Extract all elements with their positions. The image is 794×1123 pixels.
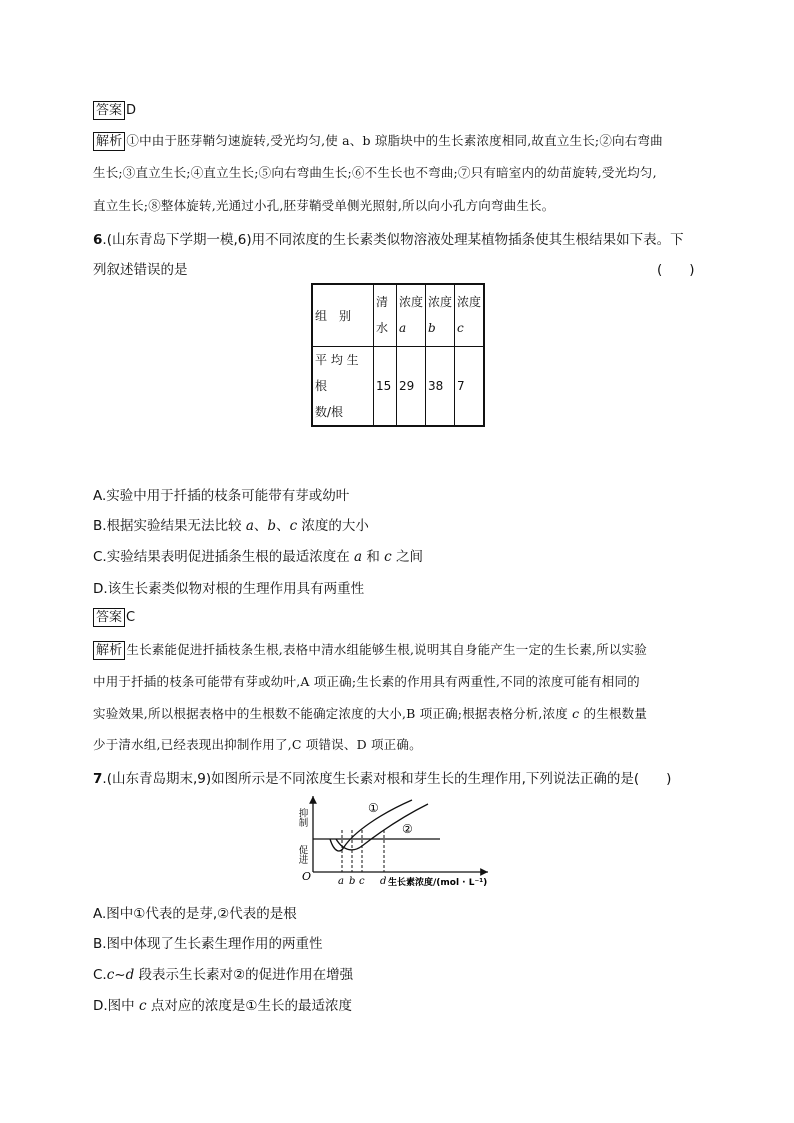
question-7-line-1: [93, 767, 671, 787]
answer-6: [93, 608, 135, 627]
answer-value: C: [126, 610, 136, 625]
auxin-graph: [280, 790, 510, 895]
question-text: 用不同浓度的生长素类似物溶液处理某植物插条使其生根结果如下表。下: [251, 232, 684, 248]
option-7-c[interactable]: C.c~d 段表示生长素对②的促进作用在增强: [93, 967, 354, 983]
answer-label: 答案: [93, 608, 125, 627]
explanation-text: ①中由于胚芽鞘匀速旋转,受光均匀,使 a、b 琼脂块中的生长素浓度相同,故直立生长;②向右弯曲: [126, 133, 663, 148]
explanation-5-line-2: 生长;③直立生长;④直立生长;⑤向右弯曲生长;⑥不生长也不弯曲;⑦只有暗室内的幼苗旋转,受光均匀,: [93, 165, 657, 180]
question-6-line-2: 列叙述错误的是: [93, 262, 188, 278]
curve-2: [336, 804, 428, 850]
option-6-d[interactable]: D.该生长素类似物对根的生理作用具有两重性: [93, 581, 365, 597]
tick-d: d: [380, 876, 387, 887]
header-conc-b: 浓度 b: [426, 284, 455, 346]
explanation-text: 生长素能促进扦插枝条生根,表格中清水组能够生根,说明其自身能产生一定的生长素,所以实验: [126, 642, 647, 657]
curve-1-label: ①: [368, 801, 379, 815]
option-7-a[interactable]: A.图中①代表的是芽,②代表的是根: [93, 906, 297, 922]
option-7-b[interactable]: B.图中体现了生长素生理作用的两重性: [93, 936, 323, 952]
header-conc-a: 浓度 a: [397, 284, 426, 346]
x-axis-label: 生长素浓度/(mol · L⁻¹): [388, 878, 488, 888]
option-6-c[interactable]: C.实验结果表明促进插条生根的最适浓度在 a 和 c 之间: [93, 549, 424, 565]
question-number: 6: [93, 232, 103, 248]
answer-blank: ( ): [657, 262, 695, 278]
explanation-6-line-4: 少于清水组,已经表现出抑制作用了,C 项错误、D 项正确。: [93, 737, 422, 752]
cell-a: 29: [397, 346, 426, 426]
header-group: 组 别: [312, 284, 374, 346]
origin-label: O: [302, 870, 312, 883]
option-7-d[interactable]: D.图中 c 点对应的浓度是①生长的最适浓度: [93, 998, 352, 1014]
tick-c: c: [359, 876, 365, 887]
curve-2-label: ②: [402, 822, 413, 836]
y-label-inhibit: 抑制: [296, 808, 308, 827]
explanation-5-line-1: [93, 131, 663, 151]
explanation-6-line-1: [93, 640, 647, 660]
header-conc-c: 浓度 c: [455, 284, 485, 346]
header-water: 清 水: [374, 284, 397, 346]
y-label-promote: 促进: [296, 845, 308, 864]
explanation-5-line-3: 直立生长;⑧整体旋转,光通过小孔,胚芽鞘受单侧光照射,所以向小孔方向弯曲生长。: [93, 198, 555, 213]
explanation-label: 解析: [93, 132, 125, 151]
answer-5: [93, 101, 136, 120]
explanation-label: 解析: [93, 641, 125, 660]
explanation-6-line-2: 中用于扦插的枝条可能带有芽或幼叶,A 项正确;生长素的作用具有两重性,不同的浓度可能有相同的: [93, 674, 640, 689]
cell-c: 7: [455, 346, 485, 426]
question-6-line-1: [93, 228, 684, 248]
tick-a: a: [338, 876, 344, 887]
answer-label: 答案: [93, 101, 125, 120]
question-text: 如图所示是不同浓度生长素对根和芽生长的生理作用,下列说法正确的是( ): [211, 771, 672, 787]
row-label: 平 均 生 根 数/根: [312, 346, 374, 426]
cell-b: 38: [426, 346, 455, 426]
tick-b: b: [349, 876, 356, 887]
option-6-a[interactable]: A.实验中用于扦插的枝条可能带有芽或幼叶: [93, 488, 350, 504]
option-6-b[interactable]: B.根据实验结果无法比较 a、b、c 浓度的大小: [93, 518, 369, 534]
question-source: .(山东青岛下学期一模,6): [102, 232, 252, 248]
question-number: 7: [93, 771, 103, 787]
cell-water: 15: [374, 346, 397, 426]
answer-value: D: [126, 103, 137, 118]
explanation-6-line-3: 实验效果,所以根据表格中的生根数不能确定浓度的大小,B 项正确;根据表格分析,浓度 c 的生根数量: [93, 706, 648, 721]
question-source: .(山东青岛期末,9): [102, 771, 212, 787]
rooting-table: [311, 283, 485, 427]
